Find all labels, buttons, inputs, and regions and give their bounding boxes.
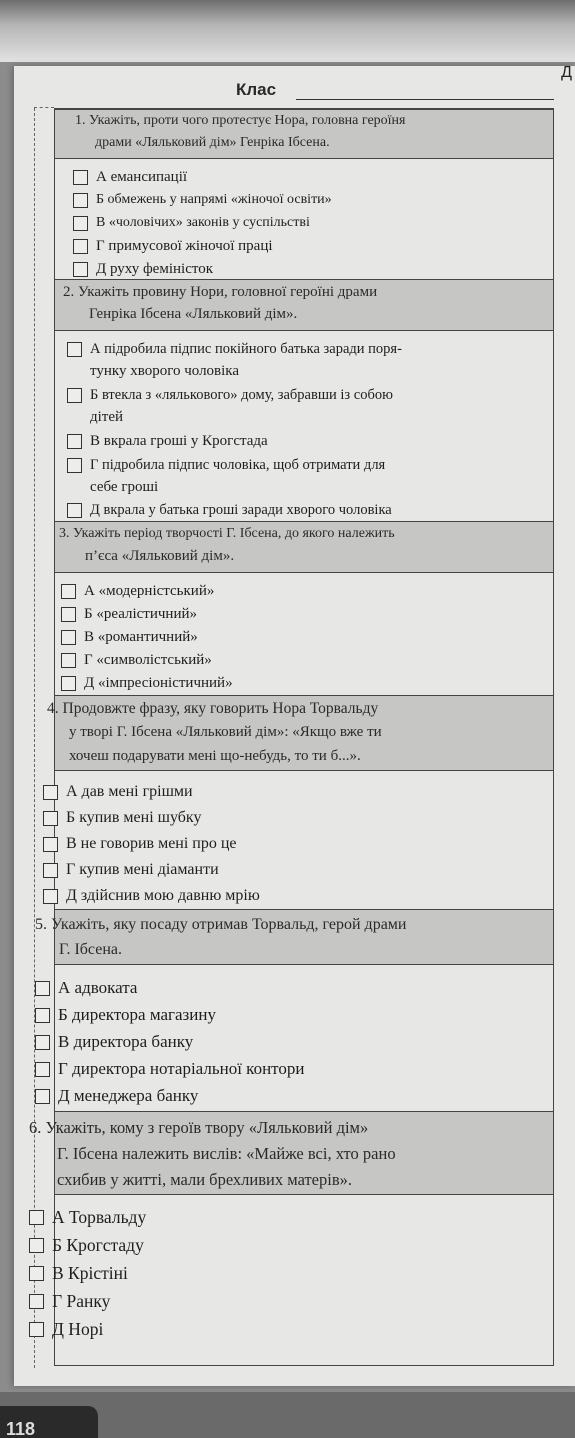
question-2-option-a-continued: тунку хворого чоловіка <box>90 363 240 379</box>
question-1-header <box>55 109 553 159</box>
checkbox[interactable] <box>29 1210 44 1225</box>
checkbox[interactable] <box>43 785 58 800</box>
question-4-option-e[interactable]: Д здійснив мою давню мрію <box>43 887 260 905</box>
checkbox[interactable] <box>43 837 58 852</box>
checkbox[interactable] <box>43 863 58 878</box>
question-6-option-b[interactable]: Б Крогстаду <box>29 1235 144 1256</box>
checkbox[interactable] <box>73 216 88 231</box>
checkbox[interactable] <box>29 1322 44 1337</box>
question-6-header <box>29 1111 553 1195</box>
corner-letter: Д <box>561 64 572 81</box>
checkbox[interactable] <box>61 653 76 668</box>
checkbox[interactable] <box>35 1035 50 1050</box>
question-5-option-c[interactable]: В директора банку <box>35 1032 193 1052</box>
question-2-text-line-2: Генріка Ібсена «Ляльковий дім». <box>89 306 298 322</box>
class-label: Клас <box>236 80 277 99</box>
question-4-option-c[interactable]: В не говорив мені про це <box>43 835 237 853</box>
question-4-text-line-1: 4. Продовжте фразу, яку говорить Нора Торвальду <box>47 700 379 717</box>
checkbox[interactable] <box>35 1008 50 1023</box>
question-2-option-c[interactable]: В вкрала гроші у Крогстада <box>67 433 268 450</box>
question-5-header <box>35 909 553 965</box>
cut-line-top <box>34 107 54 108</box>
checkbox[interactable] <box>67 342 82 357</box>
question-3-option-d[interactable]: Г «символістський» <box>61 652 212 669</box>
question-1-option-b[interactable]: Б обмежень у напрямі «жіночої освіти» <box>73 192 332 208</box>
checkbox[interactable] <box>29 1238 44 1253</box>
question-1-text-line-1: 1. Укажіть, проти чого протестує Нора, головна героїня <box>75 113 406 128</box>
checkbox[interactable] <box>73 262 88 277</box>
checkbox[interactable] <box>35 1062 50 1077</box>
question-2-text-line-1: 2. Укажіть провину Нори, головної героїні драми <box>63 284 378 300</box>
question-1-option-d[interactable]: Г примусової жіночої праці <box>73 238 273 255</box>
question-1-text-line-2: драми «Ляльковий дім» Генріка Ібсена. <box>95 135 330 150</box>
question-6-option-c[interactable]: В Крістіні <box>29 1263 128 1284</box>
question-2-option-d[interactable]: Г підробила підпис чоловіка, щоб отримати для <box>67 457 385 474</box>
question-3-option-c[interactable]: В «романтичний» <box>61 629 198 646</box>
question-4-header <box>47 695 553 771</box>
question-2-option-b-continued: дітей <box>90 409 124 425</box>
checkbox[interactable] <box>61 584 76 599</box>
question-5-option-e[interactable]: Д менеджера банку <box>35 1086 198 1106</box>
question-5-option-b[interactable]: Б директора магазину <box>35 1005 216 1025</box>
question-5-option-d[interactable]: Г директора нотаріальної контори <box>35 1059 304 1079</box>
question-2-option-d-continued: себе гроші <box>90 479 159 495</box>
question-1-option-e[interactable]: Д руху феміністок <box>73 261 213 278</box>
cut-line-left <box>34 108 35 1368</box>
question-3-option-b[interactable]: Б «реалістичний» <box>61 606 197 623</box>
question-3-text-line-2: п’єса «Ляльковий дім». <box>85 548 235 564</box>
checkbox[interactable] <box>73 193 88 208</box>
question-2-header <box>55 279 553 331</box>
checkbox[interactable] <box>67 434 82 449</box>
checkbox[interactable] <box>67 458 82 473</box>
question-6-text-line-3: схибив у житті, мали брехливих матерів». <box>57 1170 352 1189</box>
question-4-option-d[interactable]: Г купив мені діаманти <box>43 861 219 879</box>
question-6-option-a[interactable]: А Торвальду <box>29 1207 146 1228</box>
checkbox[interactable] <box>35 981 50 996</box>
question-6-text-line-2: Г. Ібсена належить вислів: «Майже всі, хто рано <box>57 1144 396 1163</box>
question-6-option-d[interactable]: Г Ранку <box>29 1291 110 1312</box>
question-4-text-line-3: хочеш подарувати мені що-небудь, то ти б...». <box>69 748 361 764</box>
checkbox[interactable] <box>67 388 82 403</box>
question-6-text-line-1: 6. Укажіть, кому з героїв твору «Ляльковий дім» <box>29 1118 369 1137</box>
question-3-text-line-1: 3. Укажіть період творчості Г. Ібсена, до якого належить <box>59 526 395 541</box>
question-3-option-e[interactable]: Д «імпресіоністичний» <box>61 675 233 692</box>
question-2-option-e[interactable]: Д вкрала у батька гроші заради хворого чоловіка <box>67 502 392 519</box>
checkbox[interactable] <box>29 1266 44 1281</box>
checkbox[interactable] <box>73 239 88 254</box>
question-2-option-a[interactable]: А підробила підпис покійного батька заради поря- <box>67 341 402 358</box>
checkbox[interactable] <box>61 630 76 645</box>
checkbox[interactable] <box>73 170 88 185</box>
checkbox[interactable] <box>29 1294 44 1309</box>
quiz-table <box>29 108 554 1366</box>
checkbox[interactable] <box>43 889 58 904</box>
question-5-option-a[interactable]: А адвоката <box>35 978 137 998</box>
question-3-header <box>55 521 553 573</box>
top-strip <box>0 0 575 62</box>
question-4-text-line-2: у творі Г. Ібсена «Ляльковий дім»: «Якщо вже ти <box>69 724 382 740</box>
question-6-option-e[interactable]: Д Норі <box>29 1319 103 1340</box>
question-1-option-a[interactable]: А емансипації <box>73 169 187 186</box>
checkbox[interactable] <box>61 607 76 622</box>
question-1-option-c[interactable]: В «чоловічих» законів у суспільстві <box>73 215 310 231</box>
question-3-option-a[interactable]: А «модерністський» <box>61 583 214 600</box>
question-4-option-a[interactable]: А дав мені грішми <box>43 783 193 801</box>
class-blank-line <box>296 99 554 100</box>
checkbox[interactable] <box>61 676 76 691</box>
question-5-text-line-2: Г. Ібсена. <box>59 941 122 958</box>
checkbox[interactable] <box>43 811 58 826</box>
question-4-option-b[interactable]: Б купив мені шубку <box>43 809 201 827</box>
question-5-text-line-1: 5. Укажіть, яку посаду отримав Торвальд, герой драми <box>35 916 407 933</box>
checkbox[interactable] <box>35 1089 50 1104</box>
checkbox[interactable] <box>67 503 82 518</box>
question-2-option-b[interactable]: Б втекла з «лялькового» дому, забравши із собою <box>67 387 393 404</box>
page-number: 118 <box>0 1406 98 1438</box>
